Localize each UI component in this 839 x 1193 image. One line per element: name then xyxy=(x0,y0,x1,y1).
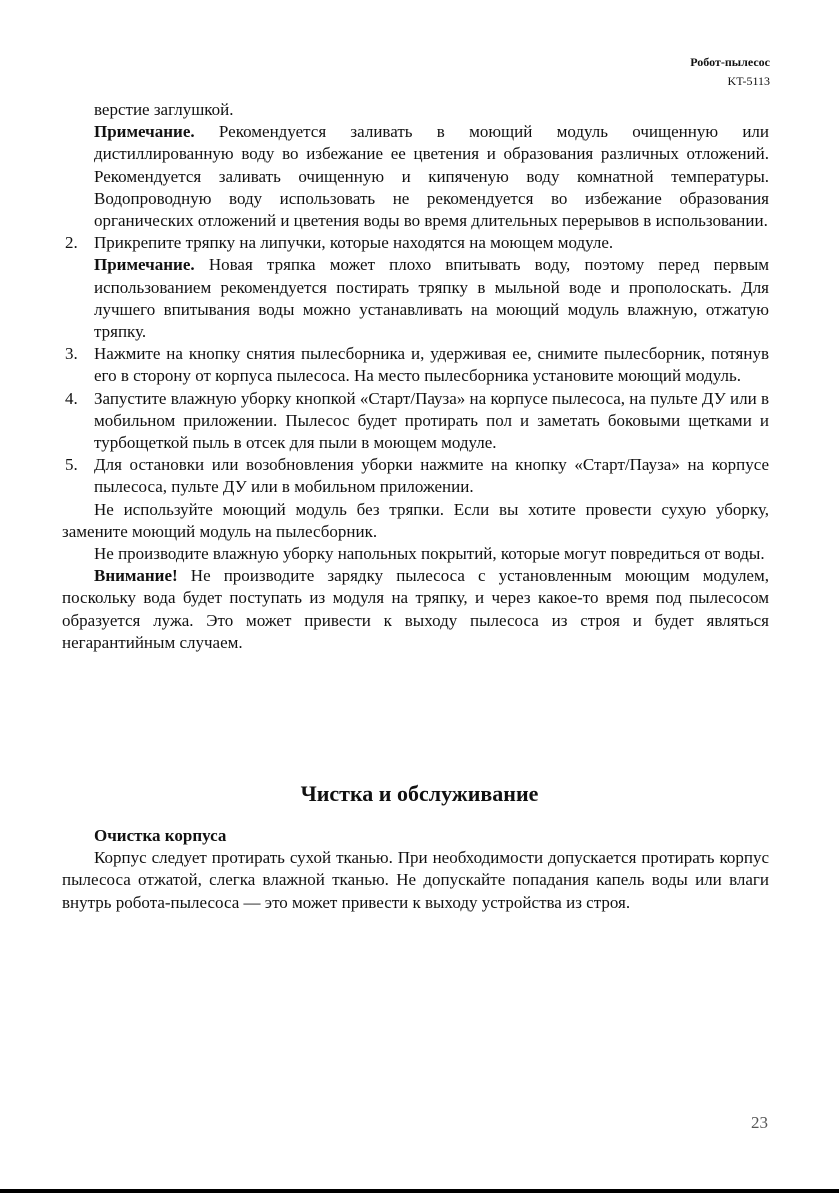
cleaning-section xyxy=(62,825,769,914)
warning-label: Внимание! xyxy=(94,566,178,586)
list-item xyxy=(62,454,769,498)
instructions-body xyxy=(62,99,769,654)
body-paragraph: Корпус следует протирать сухой тканью. При необходимости допускается протирать корпус пылесоса отжатой, слегка влажной тканью. Не допускайте попадания капель воды или влаги внутрь робота-пылесоса — это может привести к выходу устройства из строя. xyxy=(62,848,769,912)
note-label: Примечание. xyxy=(94,122,195,142)
list-item-text: Прикрепите тряпку на липучки, которые находятся на моющем модуле. xyxy=(94,233,614,253)
running-header xyxy=(690,53,770,91)
list-item-text: Нажмите на кнопку снятия пылесборника и, удерживая ее, снимите пылесборник, потянув его в сторону от корпуса пылесоса. На место пылесборника установите моющий модуль. xyxy=(94,344,769,386)
list-item-text: Для остановки или возобновления уборки нажмите на кнопку «Старт/Пауза» на корпусе пылесоса, пульте ДУ или в мобильном приложении. xyxy=(94,455,769,497)
header-product-title: Робот-пылесос xyxy=(690,55,770,69)
subsection-heading: Очистка корпуса xyxy=(94,826,227,845)
note-paragraph xyxy=(62,121,769,232)
warning-paragraph xyxy=(62,565,769,654)
body-paragraph: Не используйте моющий модуль без тряпки. Если вы хотите провести сухую уборку, замените моющий модуль на пылесборник. xyxy=(62,499,769,541)
bottom-edge-rule xyxy=(0,1189,839,1193)
list-item xyxy=(62,343,769,387)
list-item-number: 2. xyxy=(65,233,78,253)
section-heading: Чистка и обслуживание xyxy=(300,781,539,806)
list-item xyxy=(62,388,769,455)
note-text: Новая тряпка может плохо впитывать воду, поэтому перед первым использованием рекомендуется постирать тряпку в мыльной воде и прополоскать. Для лучшего впитывания воды можно устанавливать на моющий модуль влажную, отжатую тряпку. xyxy=(94,255,769,342)
list-item-number: 3. xyxy=(65,344,78,364)
list-item-number: 5. xyxy=(65,455,78,475)
warning-text: Не производите зарядку пылесоса с установленным моющим модулем, поскольку вода будет поступать из модуля на тряпку, и через какое-то время под пылесосом образуется лужа. Это может привести к выходу пылесоса из строя и будет являться негарантийным случаем. xyxy=(62,566,769,652)
note-paragraph xyxy=(62,254,769,343)
list-item-number: 4. xyxy=(65,388,78,408)
note-text: Рекомендуется заливать в моющий модуль очищенную или дистиллированную воду во избежание ее цветения и образования различных отложений. Рекомендуется заливать очищенную и кипяченую воду комнатной температуры. Водопроводную воду использовать не рекомендуется во избежание образования органических отложений и цветения воды во время длительных перерывов в использовании. xyxy=(94,122,769,231)
body-paragraph: Не производите влажную уборку напольных покрытий, которые могут повредиться от воды. xyxy=(94,544,765,564)
page-number: 23 xyxy=(751,1113,768,1132)
note-label: Примечание. xyxy=(94,255,195,275)
list-item xyxy=(62,232,769,254)
header-model-number: KT-5113 xyxy=(727,74,770,88)
list-item-text: Запустите влажную уборку кнопкой «Старт/Пауза» на корпусе пылесоса, на пульте ДУ или в мобильном приложении. Пылесос будет протирать пол и заметать боковыми щетками и турбощеткой пыль в отсек для пыли в моющем модуле. xyxy=(94,388,769,453)
paragraph-continuation: верстие заглушкой. xyxy=(94,100,234,119)
